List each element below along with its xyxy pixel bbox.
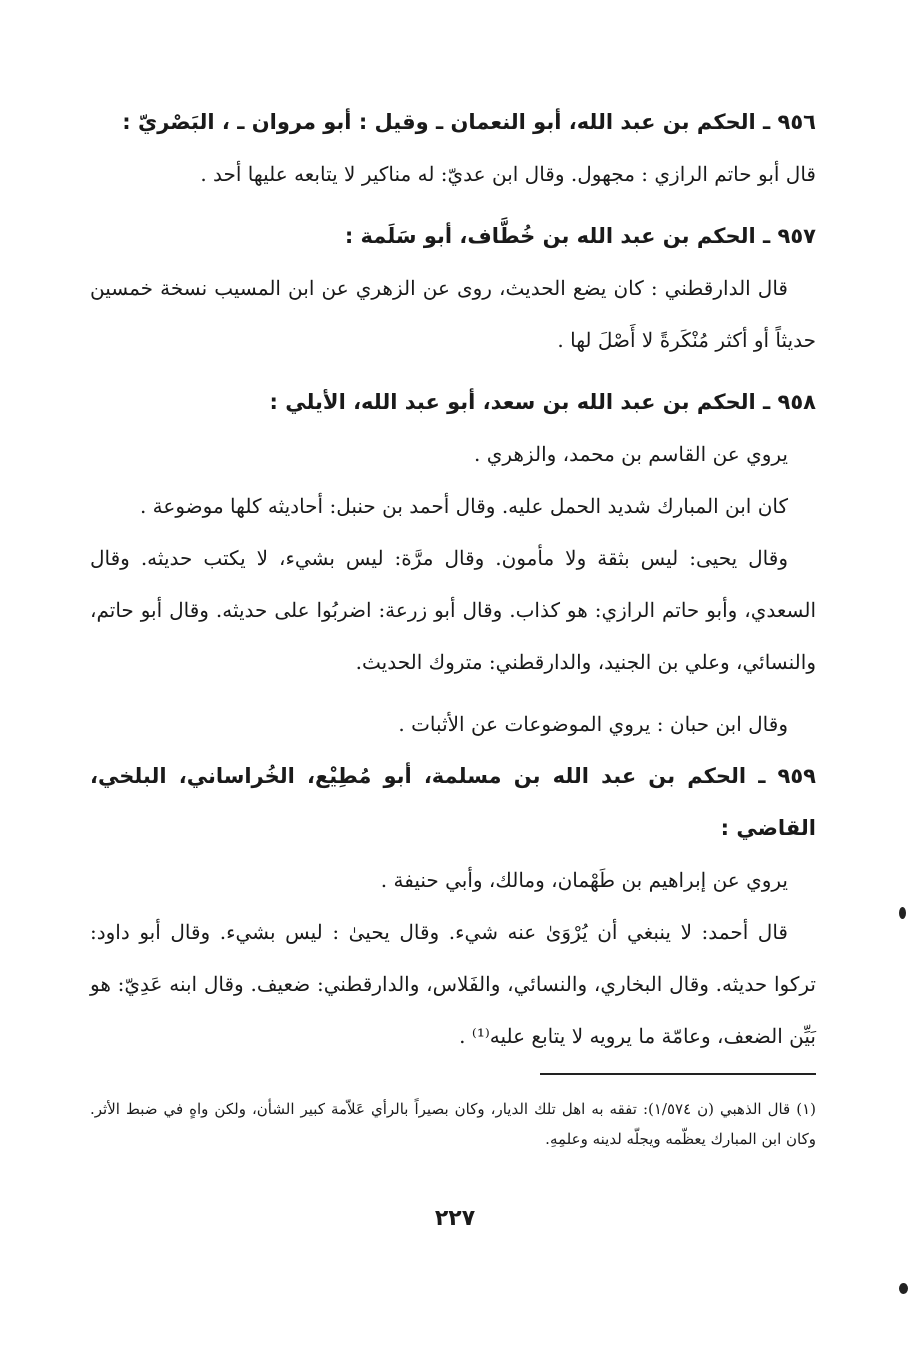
footnote-divider xyxy=(540,1073,816,1075)
entry-paragraph: كان ابن المبارك شديد الحمل عليه. وقال أحمد بن حنبل: أحاديثه كلها موضوعة . xyxy=(139,494,788,518)
entry-956 xyxy=(90,96,816,200)
entry-paragraph: قال أبو حاتم الرازي : مجهول. وقال ابن عديّ: له مناكير لا يتابعه عليها أحد . xyxy=(200,162,816,186)
entry-paragraph: قال أحمد: لا ينبغي أن يُرْوَىٰ عنه شيء. وقال يحيىٰ : ليس بشيء. وقال أبو داود: تركوا حديثه. وقال البخاري، والنسائي، والفَلاس، والدارقطني: ضعيف. وقال ابنه عَدِيّ: هو بَيِّن الضعف، وعامّة ما يرويه لا يتابع عليه⁽¹⁾ . xyxy=(90,920,816,1048)
scan-speck-mark xyxy=(899,907,906,919)
entry-heading: ٩٥٦ ـ الحكم بن عبد الله، أبو النعمان ـ وقيل : أبو مروان ـ ، البَصْريّ : xyxy=(122,110,816,134)
page-number: ٢٢٧ xyxy=(434,1206,476,1231)
entry-paragraph: وقال ابن حبان : يروي الموضوعات عن الأثبات . xyxy=(398,712,788,736)
entry-heading: ٩٥٩ ـ الحكم بن عبد الله بن مسلمة، أبو مُطِيْع، الخُراساني، البلخي، القاضي : xyxy=(90,764,816,840)
entry-paragraph: قال الدارقطني : كان يضع الحديث، روى عن الزهري عن ابن المسيب نسخة خمسين حديثاً أو أكثر مُنْكَرةً لا أَصْلَ لها . xyxy=(90,276,816,352)
entry-heading: ٩٥٧ ـ الحكم بن عبد الله بن خُطَّاف، أبو سَلَمة : xyxy=(344,224,816,248)
entry-959 xyxy=(90,750,816,1062)
entry-957 xyxy=(90,210,816,366)
page-body xyxy=(90,96,816,1062)
scan-speck-mark xyxy=(899,1283,908,1294)
entry-958 xyxy=(90,376,816,750)
entry-paragraph: يروي عن إبراهيم بن طَهْمان، ومالك، وأبي حنيفة . xyxy=(380,868,788,892)
footnote: (١) قال الذهبي (ن ١/٥٧٤): تفقه به اهل تلك الديار، وكان بصيراً بالرأي عَلاّمة كبير الشأن، ولكن واهٍ في ضبط الأثر. وكان ابن المبارك يعظّمه ويجلّه لدينه وعلمِهِ. xyxy=(90,1100,817,1148)
entry-paragraph: يروي عن القاسم بن محمد، والزهري . xyxy=(473,442,788,466)
entry-heading: ٩٥٨ ـ الحكم بن عبد الله بن سعد، أبو عبد الله، الأيلي : xyxy=(269,390,816,414)
entry-paragraph: وقال يحيى: ليس بثقة ولا مأمون. وقال مرَّة: ليس بشيء، لا يكتب حديثه. وقال السعدي، وأبو حاتم الرازي: هو كذاب. وقال أبو زرعة: اضربُوا على حديثه. وقال أبو حاتم، والنسائي، وعلي بن الجنيد، والدارقطني: متروك الحديث. xyxy=(90,546,816,674)
